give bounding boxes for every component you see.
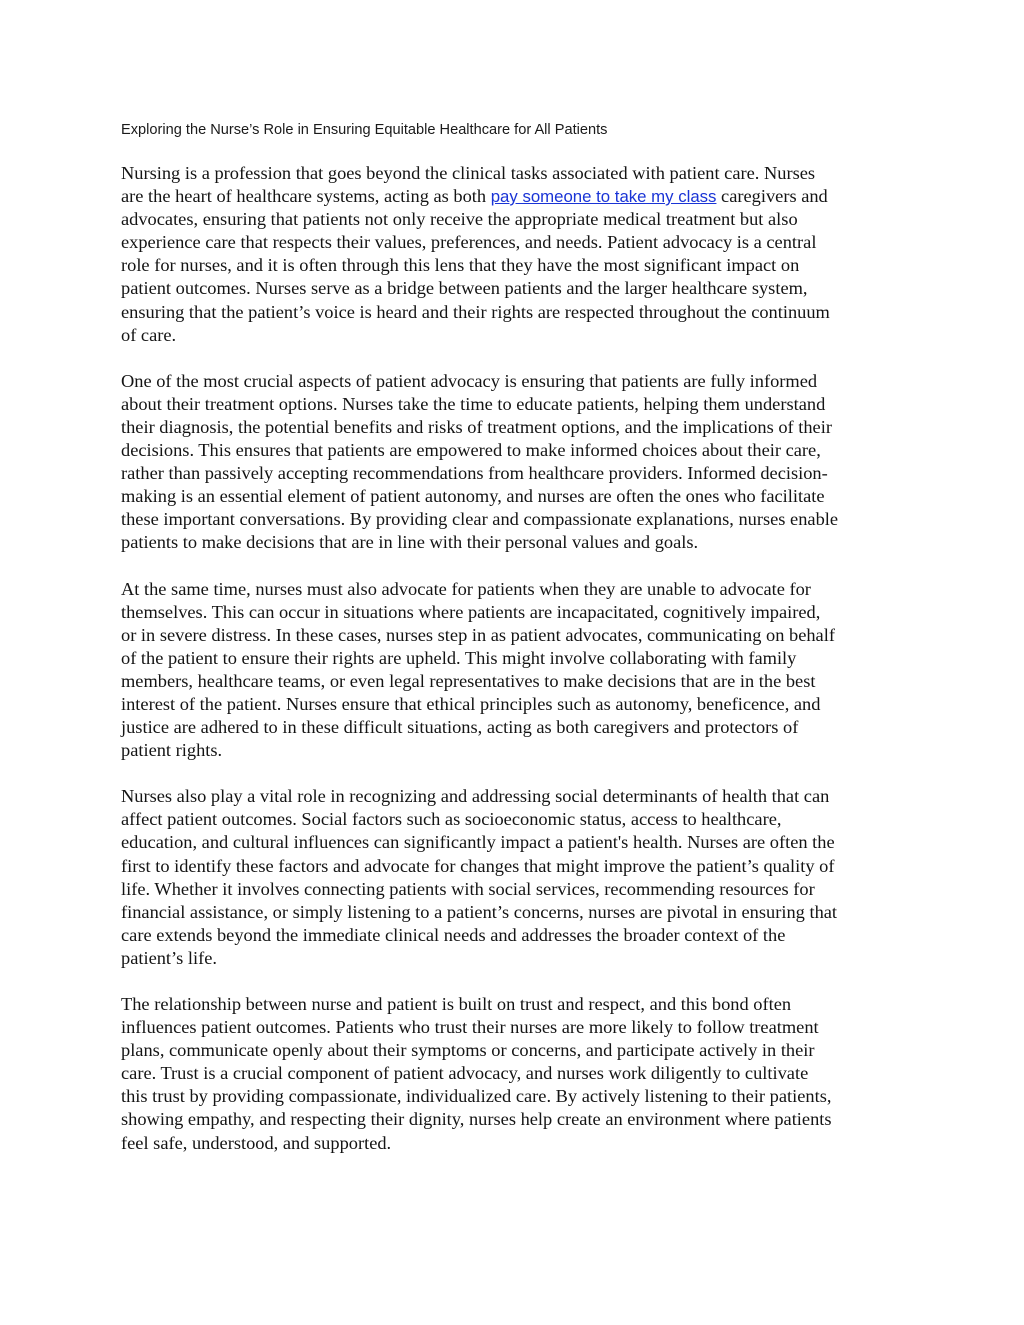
paragraph-line: patient rights. [121,740,223,761]
paragraph-line: showing empathy, and respecting their dignity, nurses help create an environment where patients [121,1109,832,1130]
paragraph-line: making is an essential element of patient autonomy, and nurses are often the ones who facilitate [121,486,825,507]
document-title: Exploring the Nurse’s Role in Ensuring Equitable Healthcare for All Patients [121,122,608,138]
paragraph-line: of the patient to ensure their rights are upheld. This might involve collaborating with family [121,647,797,668]
paragraph-5 [121,993,911,1155]
paragraph-line: interest of the patient. Nurses ensure that ethical principles such as autonomy, beneficence, and [121,693,821,714]
paragraph-line: their diagnosis, the potential benefits and risks of treatment options, and the implications of their [121,416,832,437]
paragraph-line: or in severe distress. In these cases, nurses step in as patient advocates, communicating on behalf [121,624,835,645]
line-text-before-link: are the heart of healthcare systems, acting as both [121,186,491,207]
paragraph-line: patient’s life. [121,947,218,968]
paragraph-line: patient outcomes. Nurses serve as a bridge between patients and the larger healthcare system, [121,278,808,299]
paragraph-line: about their treatment options. Nurses take the time to educate patients, helping them understand [121,393,826,414]
paragraph-line: themselves. This can occur in situations where patients are incapacitated, cognitively impaired, [121,601,821,622]
pay-someone-link[interactable]: pay someone to take my class [490,187,717,207]
paragraph-line: patients to make decisions that are in line with their personal values and goals. [121,532,699,553]
paragraph-line: of care. [121,324,177,345]
document-body [121,162,911,1178]
paragraph-line: care. Trust is a crucial component of patient advocacy, and nurses work diligently to cultivate [121,1063,809,1084]
paragraph-4 [121,785,911,970]
paragraph-line: first to identify these factors and advocate for changes that might improve the patient’s quality of [121,855,835,876]
paragraph-line: affect patient outcomes. Social factors such as socioeconomic status, access to healthcare, [121,809,782,830]
paragraph-line: life. Whether it involves connecting patients with social services, recommending resources for [121,878,815,899]
paragraph-line-with-link [121,185,911,208]
paragraph-line: plans, communicate openly about their symptoms or concerns, and participate actively in their [121,1040,815,1061]
paragraph-line: Nurses also play a vital role in recognizing and addressing social determinants of health that can [121,786,830,807]
paragraph-line: care extends beyond the immediate clinical needs and addresses the broader context of the [121,924,786,945]
paragraph-line: experience care that respects their values, preferences, and needs. Patient advocacy is a central [121,232,817,253]
paragraph-line: decisions. This ensures that patients are empowered to make informed choices about their care, [121,440,821,461]
paragraph-line: role for nurses, and it is often through this lens that they have the most significant impact on [121,255,800,276]
paragraph-line: One of the most crucial aspects of patient advocacy is ensuring that patients are fully informed [121,370,818,391]
paragraph-line: these important conversations. By providing clear and compassionate explanations, nurses enable [121,509,839,530]
paragraph-line: this trust by providing compassionate, individualized care. By actively listening to their patients, [121,1086,832,1107]
paragraph-line: At the same time, nurses must also advocate for patients when they are unable to advocate for [121,578,811,599]
paragraph-line: The relationship between nurse and patient is built on trust and respect, and this bond often [121,994,792,1014]
paragraph-line: ensuring that the patient’s voice is heard and their rights are respected throughout the continuum [121,301,830,322]
paragraph-line: members, healthcare teams, or even legal representatives to make decisions that are in the best [121,670,816,691]
line-text-after-link: caregivers and [716,186,828,207]
paragraph-line: influences patient outcomes. Patients who trust their nurses are more likely to follow treatment [121,1017,819,1038]
paragraph-1 [121,162,911,347]
paragraph-line: feel safe, understood, and supported. [121,1132,392,1153]
paragraph-3 [121,578,911,763]
paragraph-line: advocates, ensuring that patients not only receive the appropriate medical treatment but also [121,209,798,230]
paragraph-line: justice are adhered to in these difficult situations, acting as both caregivers and protectors of [121,717,799,738]
paragraph-line: rather than passively accepting recommendations from healthcare providers. Informed decision- [121,463,828,484]
paragraph-line: Nursing is a profession that goes beyond the clinical tasks associated with patient care. Nurses [121,163,816,183]
paragraph-line: financial assistance, or simply listening to a patient’s concerns, nurses are pivotal in ensuring that [121,901,838,922]
paragraph-2 [121,370,911,555]
paragraph-line: education, and cultural influences can significantly impact a patient's health. Nurses are often the [121,832,835,853]
